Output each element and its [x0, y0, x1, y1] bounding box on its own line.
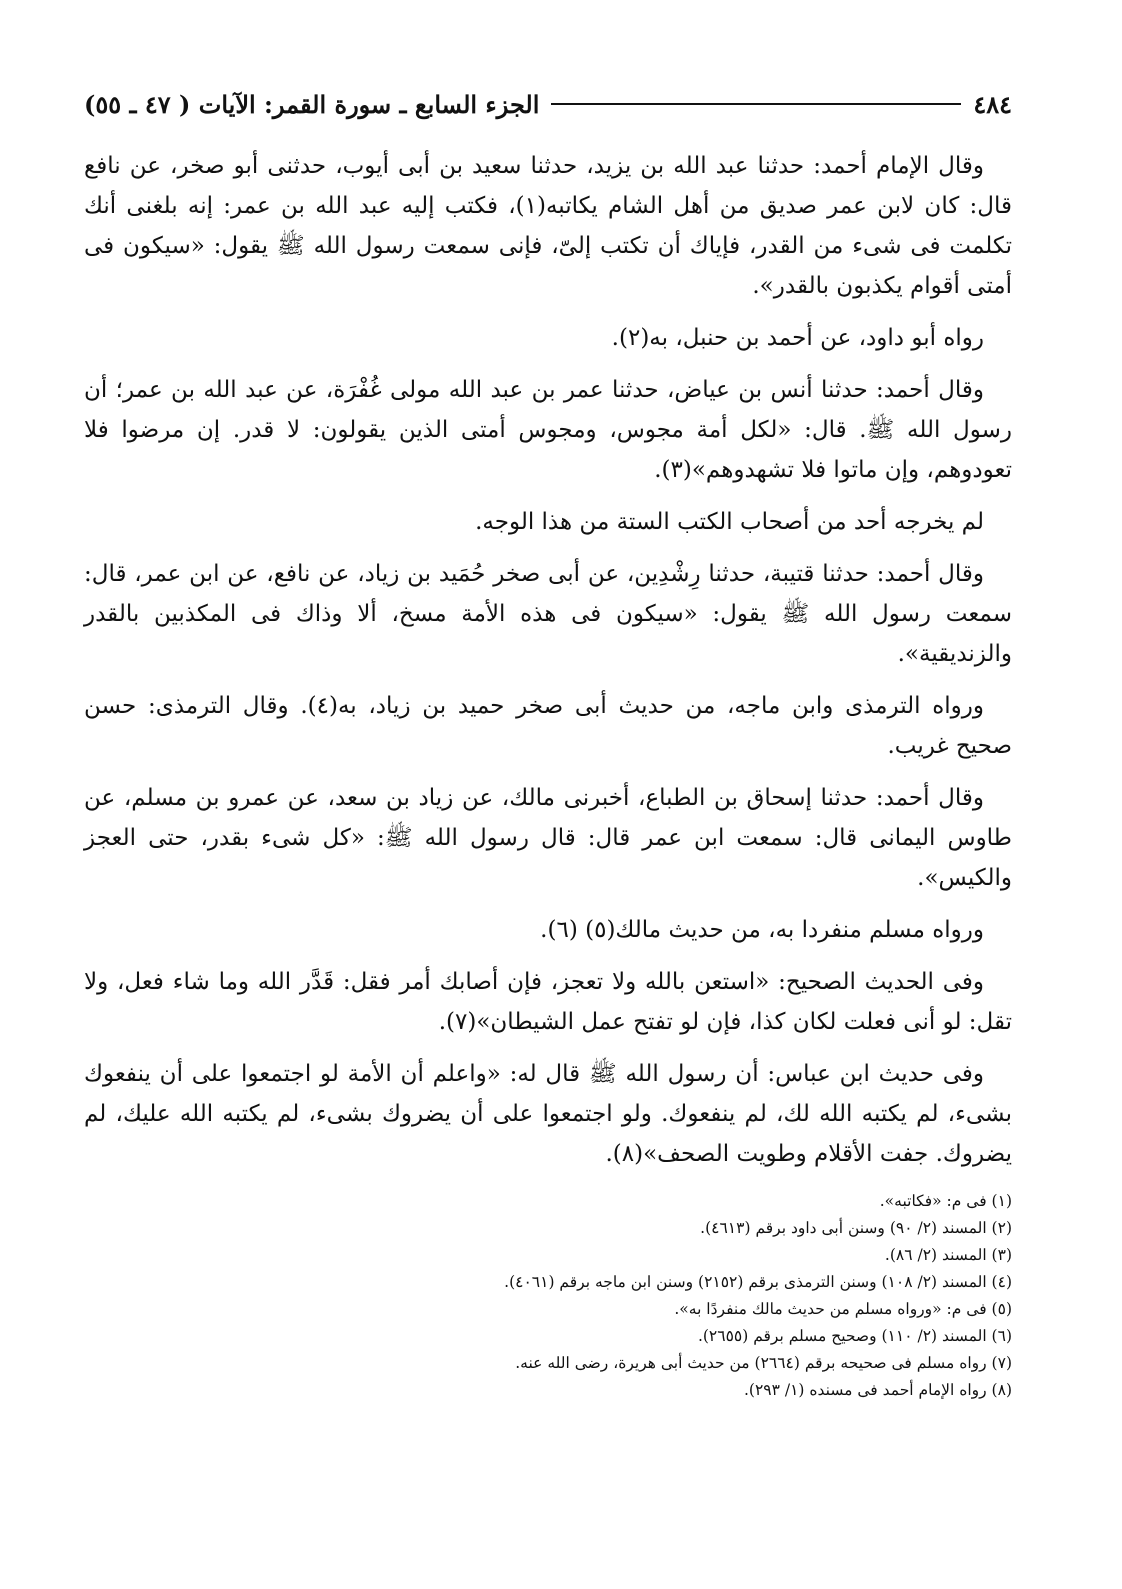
- running-title: الجزء السابع ـ سورة القمر: الآيات ( ٤٧ ـ ٥٥): [84, 89, 540, 119]
- paragraph: لم يخرجه أحد من أصحاب الكتب الستة من هذا الوجه.: [475, 509, 984, 535]
- footnote: (٦) المسند (٢/ ١١٠) وصحيح مسلم برقم (٢٦٥٥).: [697, 1327, 1012, 1345]
- paragraph: وفى حديث ابن عباس: أن رسول الله ﷺ قال له: «واعلم أن الأمة لو اجتمعوا على أن ينفعوك بشىء، لم يكتبه الله لك، لم ينفعوك. ولو اجتمعوا على أن يضروك بشىء، لم يكتبه الله عليك، لم يضروك. جفت الأقلام وطويت الصحف»(٨).: [84, 1061, 1012, 1167]
- main-text: [84, 146, 1012, 1174]
- paragraph: وقال أحمد: حدثنا إسحاق بن الطباع، أخبرنى مالك، عن زياد بن سعد، عن عمرو بن مسلم، عن طاوس اليمانى قال: سمعت ابن عمر قال: قال رسول الله ﷺ: «كل شىء بقدر، حتى العجز والكيس».: [84, 785, 1012, 891]
- footnote: (٣) المسند (٢/ ٨٦).: [884, 1246, 1012, 1264]
- paragraph: ورواه الترمذى وابن ماجه، من حديث أبى صخر حميد بن زياد، به(٤). وقال الترمذى: حسن صحيح غريب.: [84, 693, 1012, 759]
- paragraph: وقال أحمد: حدثنا قتيبة، حدثنا رِشْدِين، عن أبى صخر حُمَيد بن زياد، عن نافع، عن ابن عمر، قال: سمعت رسول الله ﷺ يقول: «سيكون فى هذه الأمة مسخ، ألا وذاك فى المكذبين بالقدر والزنديقية».: [84, 561, 1012, 667]
- footnote: (٢) المسند (٢/ ٩٠) وسنن أبى داود برقم (٤٦١٣).: [700, 1219, 1012, 1237]
- header-rule: [551, 103, 961, 105]
- paragraph: ورواه مسلم منفردا به، من حديث مالك(٥) (٦).: [540, 917, 984, 943]
- paragraph: وقال الإمام أحمد: حدثنا عبد الله بن يزيد، حدثنا سعيد بن أبى أيوب، حدثنى أبو صخر، عن نافع قال: كان لابن عمر صديق من أهل الشام يكاتبه(١)، فكتب إليه عبد الله بن عمر: إنه بلغنى أنك تكلمت فى شىء من القدر، فإياك أن تكتب إلىّ، فإنى سمعت رسول الله ﷺ يقول: «سيكون فى أمتى أقوام يكذبون بالقدر».: [84, 153, 1012, 299]
- paragraph: وفى الحديث الصحيح: «استعن بالله ولا تعجز، فإن أصابك أمر فقل: قَدَّر الله وما شاء فعل، ولا تقل: لو أنى فعلت لكان كذا، فإن لو تفتح عمل الشيطان»(٧).: [84, 969, 1012, 1035]
- footnote: (٥) فى م: «ورواه مسلم من حديث مالك منفردًا به».: [674, 1300, 1012, 1318]
- footnote: (٨) رواه الإمام أحمد فى مسنده (١/ ٢٩٣).: [743, 1381, 1012, 1399]
- paragraph: وقال أحمد: حدثنا أنس بن عياض، حدثنا عمر بن عبد الله مولى غُفْرَة، عن عبد الله بن عمر؛ أن رسول الله ﷺ. قال: «لكل أمة مجوس، ومجوس أمتى الذين يقولون: لا قدر. إن مرضوا فلا تعودوهم، وإن ماتوا فلا تشهدوهم»(٣).: [84, 377, 1012, 483]
- paragraph: رواه أبو داود، عن أحمد بن حنبل، به(٢).: [611, 325, 984, 351]
- page-header: [84, 84, 1012, 124]
- footnote: (١) فى م: «فكاتبه».: [879, 1192, 1012, 1210]
- footnote: (٤) المسند (٢/ ١٠٨) وسنن الترمذى برقم (٢١٥٢) وسنن ابن ماجه برقم (٤٠٦١).: [504, 1273, 1012, 1291]
- page-number: ٤٨٤: [973, 89, 1012, 119]
- footnote: (٧) رواه مسلم فى صحيحه برقم (٢٦٦٤) من حديث أبى هريرة، رضى الله عنه.: [515, 1354, 1012, 1372]
- footnotes: [84, 1188, 1012, 1404]
